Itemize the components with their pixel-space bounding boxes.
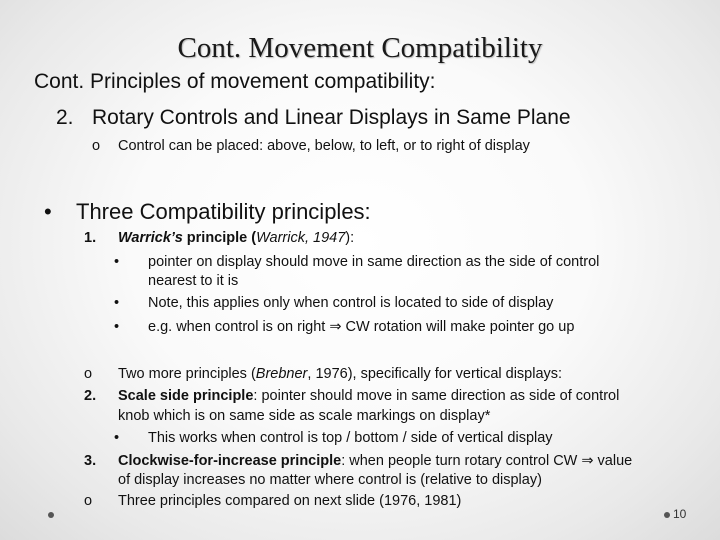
footer-right-dot (664, 512, 670, 518)
warrick-label: principle ( (182, 230, 257, 246)
intro-text: Cont. Principles of movement compatibility: (34, 70, 436, 93)
warrick-close: ): (345, 230, 355, 246)
warrick-author: Warrick, 1947 (256, 230, 346, 246)
two-more-pre: Two more principles ( (118, 366, 256, 382)
rotary-heading-number: 2. (56, 106, 74, 129)
two-more-bullet: o (84, 366, 93, 382)
clockwise-desc: : when people turn rotary control CW ⇒ value (341, 453, 633, 469)
warrick-bullet-3: • (114, 319, 120, 335)
scale-side-sub-bullet: • (114, 430, 120, 446)
placement-text: Control can be placed: above, below, to left, or to right of display (118, 138, 530, 154)
slide-title: Cont. Movement Compatibility (177, 32, 543, 64)
warrick-point-1-cont: nearest to it is (148, 273, 239, 289)
compared-text: Three principles compared on next slide (1976, 1981) (118, 493, 462, 509)
warrick-number: 1. (84, 230, 97, 246)
warrick-bullet-1: • (114, 254, 120, 270)
page-number: 10 (673, 507, 687, 521)
clockwise-cont: of display increases no matter where control is (relative to display) (118, 472, 542, 488)
compared-bullet: o (84, 493, 93, 509)
scale-side-name: Scale side principle (118, 388, 254, 404)
placement-bullet: o (92, 138, 101, 154)
three-principles-heading: Three Compatibility principles: (76, 199, 371, 224)
two-more-author: Brebner (255, 366, 308, 382)
footer-left-dot (48, 512, 54, 518)
warrick-bullet-2: • (114, 295, 120, 311)
three-principles-bullet: • (44, 199, 52, 224)
scale-side-desc: : pointer should move in same direction as side of control (253, 388, 620, 404)
scale-side-text (118, 388, 619, 404)
two-more-text (118, 366, 562, 382)
scale-side-cont: knob which is on same side as scale markings on display* (118, 408, 491, 424)
clockwise-number: 3. (84, 453, 97, 469)
clockwise-text (118, 453, 632, 469)
clockwise-name: Clockwise-for-increase principle (118, 453, 342, 469)
scale-side-number: 2. (84, 388, 97, 404)
two-more-post: , 1976), specifically for vertical displays: (307, 366, 563, 382)
scale-side-sub: This works when control is top / bottom / side of vertical display (148, 430, 553, 446)
warrick-point-3: e.g. when control is on right ⇒ CW rotation will make pointer go up (148, 319, 575, 335)
warrick-name: Warrick’s (118, 230, 183, 246)
warrick-point-1: pointer on display should move in same direction as the side of control (148, 254, 600, 270)
warrick-heading (118, 230, 354, 246)
warrick-point-2: Note, this applies only when control is located to side of display (148, 295, 554, 311)
rotary-heading: Rotary Controls and Linear Displays in Same Plane (92, 106, 571, 129)
